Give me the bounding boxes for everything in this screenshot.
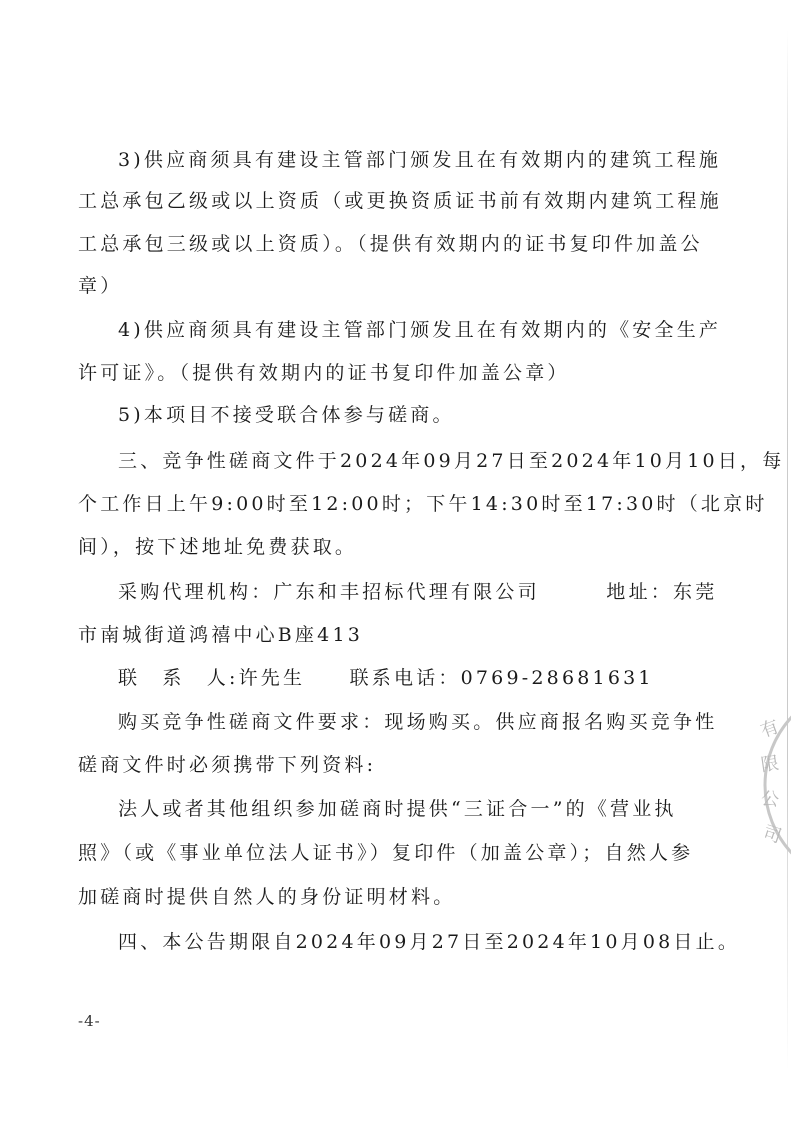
paragraph-line-16: 法人或者其他组织参加磋商时提供“三证合一”的《营业执	[118, 798, 677, 820]
scan-edge-line	[787, 30, 788, 1070]
page-number: -4-	[78, 1012, 101, 1030]
paragraph-line-10: 间），按下述地址免费获取。	[78, 536, 358, 558]
paragraph-line-19: 四、本公告期限自2024年09月27日至2024年10月08日止。	[118, 931, 741, 953]
paragraph-line-11: 采购代理机构：广东和丰招标代理有限公司 地址：东莞	[118, 581, 718, 603]
paragraph-line-3: 工总承包三级或以上资质）。（提供有效期内的证书复印件加盖公	[78, 233, 703, 255]
paragraph-line-12: 市南城街道鸿禧中心B座413	[78, 624, 364, 646]
seal-icon	[755, 700, 791, 870]
paragraph-line-14: 购买竞争性磋商文件要求：现场购买。供应商报名购买竞争性	[118, 711, 718, 733]
svg-text:限: 限	[759, 752, 781, 777]
paragraph-line-7: 5)本项目不接受联合体参与磋商。	[118, 404, 455, 426]
company-seal-fragment	[755, 700, 791, 870]
paragraph-line-1: 3)供应商须具有建设主管部门颁发且在有效期内的建筑工程施	[118, 149, 722, 171]
paragraph-line-18: 加磋商时提供自然人的身份证明材料。	[78, 886, 456, 908]
paragraph-line-4: 章）	[78, 275, 123, 297]
svg-text:公: 公	[760, 788, 780, 811]
paragraph-line-5: 4)供应商须具有建设主管部门颁发且在有效期内的《安全生产	[118, 319, 722, 341]
svg-text:司: 司	[760, 822, 784, 848]
paragraph-line-13: 联 系 人:许先生 联系电话：0769-28681631	[118, 667, 654, 689]
paragraph-line-8: 三、竞争性磋商文件于2024年09月27日至2024年10月10日，每	[118, 450, 785, 472]
paragraph-line-17: 照》（或《事业单位法人证书》）复印件（加盖公章）；自然人参	[78, 842, 694, 864]
paragraph-line-6: 许可证》。（提供有效期内的证书复印件加盖公章）	[78, 362, 570, 384]
paragraph-line-9: 个工作日上午9:00时至12:00时；下午14:30时至17:30时（北京时	[78, 493, 768, 515]
paragraph-line-2: 工总承包乙级或以上资质（或更换资质证书前有效期内建筑工程施	[78, 190, 722, 212]
paragraph-line-15: 磋商文件时必须携带下列资料:	[78, 754, 377, 776]
svg-text:有: 有	[757, 716, 782, 743]
